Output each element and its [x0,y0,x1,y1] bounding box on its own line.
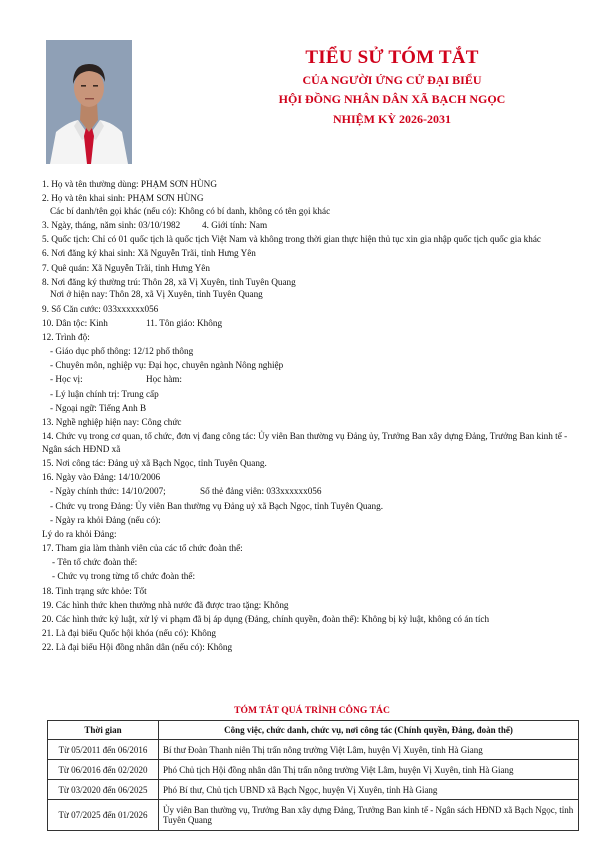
field-organization-name: - Tên tổ chức đoàn thể: [52,557,138,568]
field-ethnicity-religion [42,317,582,330]
field-common-name: 1. Họ và tên thường dùng: PHẠM SƠN HÙNG [42,179,217,189]
field-current-residence: Nơi ở hiện nay: Thôn 28, xã Vị Xuyên, tỉnh Tuyên Quang [50,289,263,300]
table-cell-content: Phó Chủ tịch Hội đồng nhân dân Thị trấn nông trường Việt Lâm, huyện Vị Xuyên, tỉnh Hà Giang [159,760,579,780]
field-health: 18. Tình trạng sức khỏe: Tốt [42,585,147,596]
portrait-photo [46,40,132,164]
table-cell-time: Từ 06/2016 đến 02/2020 [48,760,159,780]
field-birth-name: 2. Họ và tên khai sinh: PHẠM SƠN HÙNG [42,193,204,204]
table-row [48,780,579,800]
field-party-position: - Chức vụ trong Đảng: Ủy viên Ban thường vụ Đảng uỷ xã Bạch Ngọc, tỉnh Tuyên Quang. [50,500,384,511]
document-subtitle-2: HỘI ĐỒNG NHÂN DÂN XÃ BẠCH NGỌC [278,92,506,106]
table-row [48,740,579,760]
field-discipline: 20. Các hình thức kỷ luật, xử lý vi phạm đã bị áp dụng (Đảng, chính quyền, đoàn thể): Không bị kỷ luật, không có án tích [42,614,490,625]
field-ethnicity: 10. Dân tộc: Kinh [42,317,108,328]
table-cell-content: Phó Bí thư, Chủ tịch UBND xã Bạch Ngọc, huyện Vị Xuyên, tỉnh Hà Giang [159,780,579,800]
field-party-leave-date: - Ngày ra khỏi Đảng (nếu có): [50,514,161,525]
field-workplace: 15. Nơi công tác: Đảng uỷ xã Bạch Ngọc, tỉnh Tuyên Quang. [42,457,267,468]
work-history-title: TÓM TẮT QUÁ TRÌNH CÔNG TÁC [234,705,390,716]
field-dob-gender [42,219,582,232]
column-header-time: Thời gian [48,721,159,740]
table-row [48,760,579,780]
table-header-row [48,721,579,740]
document-term: NHIỆM KỲ 2026-2031 [333,112,451,126]
field-degree: - Học vị: [50,374,83,385]
document-subtitle-1: CỦA NGƯỜI ỨNG CỬ ĐẠI BIỂU [302,73,482,87]
table-cell-time: Từ 07/2025 đến 01/2026 [48,800,159,831]
field-gender: 4. Giới tính: Nam [202,219,268,230]
field-foreign-language: - Ngoại ngữ: Tiếng Anh B [50,402,147,413]
table-row [48,800,579,831]
field-occupation: 13. Nghề nghiệp hiện nay: Công chức [42,417,182,427]
field-permanent-residence: 8. Nơi đăng ký thường trú: Thôn 28, xã Vị Xuyên, tỉnh Tuyên Quang [42,276,296,287]
field-official-date: - Ngày chính thức: 14/10/2007; [50,486,166,497]
document-title: TIỂU SỬ TÓM TẮT [305,47,479,68]
field-degree-title [42,373,582,386]
column-header-content: Công việc, chức danh, chức vụ, nơi công tác (Chính quyền, Đảng, đoàn thể) [159,721,579,740]
field-hometown: 7. Quê quán: Xã Nguyễn Trãi, tỉnh Hưng Yên [42,262,210,273]
portrait-icon [46,40,132,164]
field-religion: 11. Tôn giáo: Không [146,317,223,328]
table-cell-content: Ủy viên Ban thường vụ, Trưởng Ban xây dựng Đảng, Trưởng Ban kinh tế - Ngân sách HĐND xã Bạch Ngọc, tỉnh Tuyên Quang [159,800,579,831]
field-general-education: - Giáo dục phổ thông: 12/12 phổ thông [50,346,194,357]
field-organizations: 17. Tham gia làm thành viên của các tổ chức đoàn thể: [42,543,243,554]
field-party-card: Số thẻ đảng viên: 033xxxxxx056 [200,486,322,497]
field-birth-registration: 6. Nơi đăng ký khai sinh: Xã Nguyễn Trãi, tỉnh Hưng Yên [42,248,256,259]
work-history-table [47,720,579,831]
field-academic-title: Học hàm: [146,374,182,385]
field-dob: 3. Ngày, tháng, năm sinh: 03/10/1982 [42,219,181,230]
field-party-leave-reason: Lý do ra khỏi Đảng: [42,528,117,539]
field-party-admission: 16. Ngày vào Đảng: 14/10/2006 [42,472,161,483]
field-na-deputy: 21. Là đại biểu Quốc hội khóa (nếu có): Không [42,628,217,639]
field-professional-qualification: - Chuyên môn, nghiệp vụ: Đại học, chuyên ngành Nông nghiệp [50,360,284,371]
biography-fields [42,178,582,654]
table-cell-time: Từ 05/2011 đến 06/2016 [48,740,159,760]
field-council-deputy: 22. Là đại biểu Hội đồng nhân dân (nếu có): Không [42,642,233,653]
field-aliases: Các bí danh/tên gọi khác (nếu có): Không có bí danh, không có tên gọi khác [50,205,331,216]
field-awards: 19. Các hình thức khen thưởng nhà nước đã được trao tặng: Không [42,599,289,610]
field-political-theory: - Lý luận chính trị: Trung cấp [50,388,159,399]
field-party-official [42,485,582,498]
field-nationality: 5. Quốc tịch: Chỉ có 01 quốc tịch là quốc tịch Việt Nam và không trong thời gian thực hiện thủ tục xin gia nhập quốc tịch quốc gia khác [42,234,542,245]
field-organization-position: - Chức vụ trong từng tổ chức đoàn thể: [52,571,196,582]
field-education-heading: 12. Trình độ: [42,331,90,342]
table-cell-time: Từ 03/2020 đến 06/2025 [48,780,159,800]
table-cell-content: Bí thư Đoàn Thanh niên Thị trấn nông trường Việt Lâm, huyện Vị Xuyên, tỉnh Hà Giang [159,740,579,760]
field-position: 14. Chức vụ trong cơ quan, tổ chức, đơn vị đang công tác: Ủy viên Ban thường vụ Đảng ủy, Trưởng Ban xây dựng Đảng, Trưởng Ban kinh tế - Ngân sách HĐND xã [42,431,568,454]
field-id-number: 9. Số Căn cước: 033xxxxxx056 [42,303,159,314]
